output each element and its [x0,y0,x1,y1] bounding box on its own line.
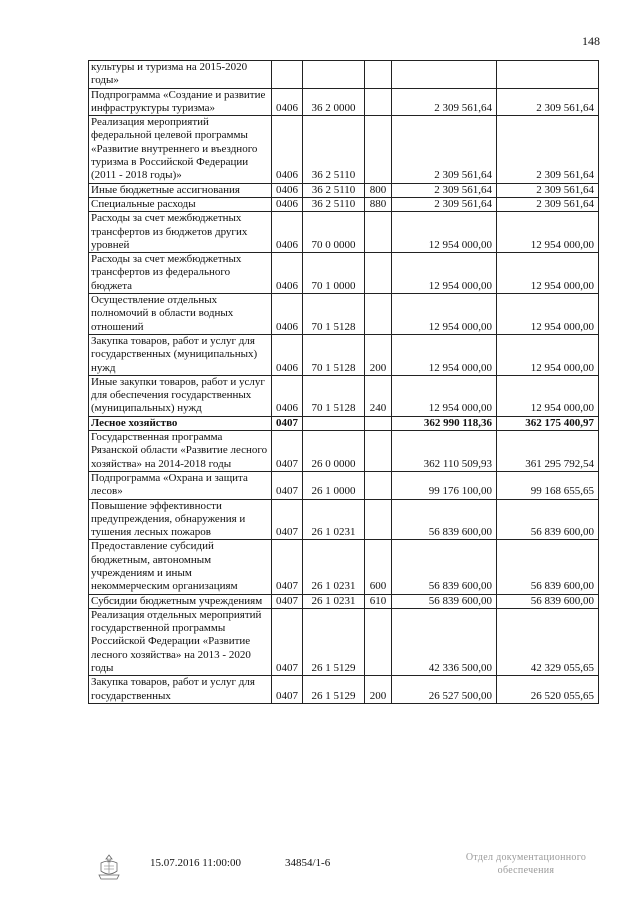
row-sum-2015: 2 309 561,64 [392,88,497,116]
row-section: 0407 [272,540,303,594]
row-article: 70 1 5128 [303,334,365,375]
row-article: 70 1 5128 [303,375,365,416]
row-article: 36 2 5110 [303,183,365,197]
row-sum-2016 [497,61,599,89]
row-section: 0406 [272,294,303,335]
row-sum-2016: 99 168 655,65 [497,471,599,499]
row-type: 880 [365,197,392,211]
row-sum-2015: 56 839 600,00 [392,499,497,540]
table-row [89,594,599,608]
row-type [365,116,392,183]
row-name: Лесное хозяйство [89,416,272,430]
row-section: 0406 [272,88,303,116]
footer-datetime: 15.07.2016 11:00:00 [150,857,241,869]
table-row [89,375,599,416]
row-article: 26 1 0231 [303,594,365,608]
row-section: 0406 [272,183,303,197]
row-sum-2016: 2 309 561,64 [497,116,599,183]
row-name: Подпрограмма «Создание и развитие инфраструктуры туризма» [89,88,272,116]
row-type: 200 [365,334,392,375]
row-section: 0407 [272,499,303,540]
page-number: 148 [582,34,600,48]
row-article: 26 1 0231 [303,499,365,540]
row-name: Реализация мероприятий федеральной целевой программы «Развитие внутреннего и въездного туризма в Российской Федерации (2011 - 2018 годы)» [89,116,272,183]
row-name: Повышение эффективности предупреждения, обнаружения и тушения лесных пожаров [89,499,272,540]
row-name: Государственная программа Рязанской области «Развитие лесного хозяйства» на 2014-2018 годы [89,431,272,472]
row-name: Реализация отдельных мероприятий государственной программы Российской Федерации «Развитие лесного хозяйства» на 2013 - 2020 годы [89,608,272,675]
row-article: 36 2 0000 [303,88,365,116]
table-row [89,212,599,253]
row-section: 0406 [272,197,303,211]
table-row [89,183,599,197]
row-sum-2015: 56 839 600,00 [392,540,497,594]
row-article: 26 1 0000 [303,471,365,499]
table-row [89,416,599,430]
row-type: 200 [365,676,392,704]
row-article: 26 1 5129 [303,608,365,675]
footer [0,851,640,891]
row-section: 0407 [272,608,303,675]
row-type [365,499,392,540]
row-sum-2016: 2 309 561,64 [497,197,599,211]
table-row [89,471,599,499]
table-row [89,676,599,704]
row-article: 36 2 5110 [303,197,365,211]
row-name: Субсидии бюджетным учреждениям [89,594,272,608]
table-row [89,334,599,375]
row-sum-2015: 12 954 000,00 [392,212,497,253]
row-sum-2015: 56 839 600,00 [392,594,497,608]
row-sum-2015: 2 309 561,64 [392,116,497,183]
row-name: Подпрограмма «Охрана и защита лесов» [89,471,272,499]
row-sum-2016: 12 954 000,00 [497,253,599,294]
row-sum-2015: 12 954 000,00 [392,334,497,375]
row-sum-2016: 26 520 055,65 [497,676,599,704]
row-name: Осуществление отдельных полномочий в области водных отношений [89,294,272,335]
footer-stamp [446,851,606,877]
table-row [89,294,599,335]
row-article: 36 2 5110 [303,116,365,183]
table-row [89,197,599,211]
row-article: 70 1 0000 [303,253,365,294]
row-sum-2016: 12 954 000,00 [497,375,599,416]
row-type [365,88,392,116]
row-type: 600 [365,540,392,594]
row-sum-2015: 12 954 000,00 [392,375,497,416]
row-sum-2015: 362 990 118,36 [392,416,497,430]
row-section: 0406 [272,212,303,253]
row-section: 0406 [272,116,303,183]
row-section: 0406 [272,334,303,375]
row-article: 70 1 5128 [303,294,365,335]
row-sum-2016: 361 295 792,54 [497,431,599,472]
budget-table-body [89,61,599,704]
footer-doc-number: 34854/1-6 [285,857,331,869]
row-section [272,61,303,89]
row-type: 800 [365,183,392,197]
row-type [365,294,392,335]
row-type [365,212,392,253]
row-sum-2016: 12 954 000,00 [497,334,599,375]
row-section: 0407 [272,431,303,472]
row-name: Иные бюджетные ассигнования [89,183,272,197]
table-row [89,253,599,294]
row-sum-2016: 12 954 000,00 [497,212,599,253]
row-sum-2016: 2 309 561,64 [497,88,599,116]
row-name: культуры и туризма на 2015-2020 годы» [89,61,272,89]
row-sum-2016: 2 309 561,64 [497,183,599,197]
table-row [89,540,599,594]
row-section: 0407 [272,676,303,704]
row-section: 0406 [272,375,303,416]
row-article: 26 1 5129 [303,676,365,704]
row-section: 0407 [272,471,303,499]
row-name: Предоставление субсидий бюджетным, автономным учреждениям и иным некоммерческим организациям [89,540,272,594]
row-sum-2015: 2 309 561,64 [392,197,497,211]
row-sum-2015: 362 110 509,93 [392,431,497,472]
table-row [89,88,599,116]
row-sum-2016: 42 329 055,65 [497,608,599,675]
row-sum-2015: 26 527 500,00 [392,676,497,704]
row-type [365,608,392,675]
row-section: 0407 [272,416,303,430]
row-sum-2016: 56 839 600,00 [497,540,599,594]
row-article [303,416,365,430]
table-row [89,608,599,675]
row-article: 70 0 0000 [303,212,365,253]
row-sum-2015: 12 954 000,00 [392,294,497,335]
row-name: Расходы за счет межбюджетных трансфертов из федерального бюджета [89,253,272,294]
row-section: 0407 [272,594,303,608]
row-sum-2015: 99 176 100,00 [392,471,497,499]
row-article: 26 1 0231 [303,540,365,594]
budget-table [88,60,599,704]
row-article: 26 0 0000 [303,431,365,472]
row-name: Специальные расходы [89,197,272,211]
row-type [365,471,392,499]
row-type [365,416,392,430]
row-section: 0406 [272,253,303,294]
footer-stamp-line2: обеспечения [497,865,555,876]
table-row [89,116,599,183]
row-sum-2015 [392,61,497,89]
row-type: 610 [365,594,392,608]
row-sum-2016: 12 954 000,00 [497,294,599,335]
table-row [89,431,599,472]
row-type: 240 [365,375,392,416]
row-sum-2016: 56 839 600,00 [497,499,599,540]
row-article [303,61,365,89]
row-name: Закупка товаров, работ и услуг для государственных (муниципальных) нужд [89,334,272,375]
row-name: Расходы за счет межбюджетных трансфертов из бюджетов других уровней [89,212,272,253]
row-name: Закупка товаров, работ и услуг для государственных [89,676,272,704]
row-sum-2015: 2 309 561,64 [392,183,497,197]
row-sum-2015: 42 336 500,00 [392,608,497,675]
table-row [89,499,599,540]
row-name: Иные закупки товаров, работ и услуг для обеспечения государственных (муниципальных) нужд [89,375,272,416]
row-type [365,61,392,89]
row-sum-2016: 56 839 600,00 [497,594,599,608]
table-row [89,61,599,89]
coat-of-arms-icon [96,853,122,881]
row-sum-2016: 362 175 400,97 [497,416,599,430]
row-type [365,431,392,472]
row-sum-2015: 12 954 000,00 [392,253,497,294]
row-type [365,253,392,294]
footer-stamp-line1: Отдел документационного [465,852,587,863]
